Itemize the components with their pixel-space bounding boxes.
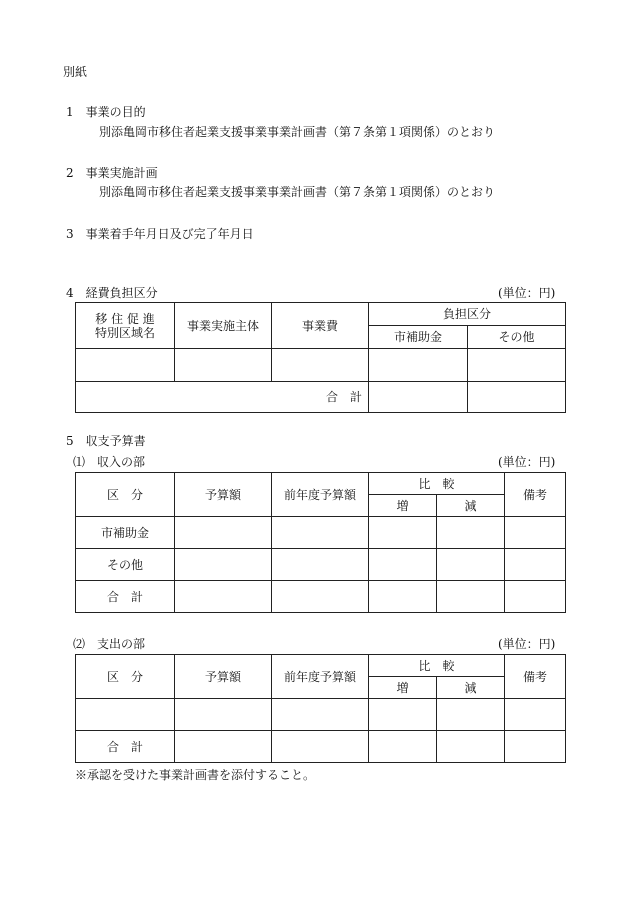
header-increase: 増 — [369, 677, 437, 699]
cell — [505, 699, 566, 731]
cell — [505, 549, 566, 581]
row-label: 合 計 — [76, 581, 175, 613]
header-compare: 比 較 — [369, 473, 505, 495]
table-row-total — [76, 581, 566, 613]
cell — [437, 517, 505, 549]
header-decrease: 減 — [437, 677, 505, 699]
section-2-title: 2 事業実施計画 — [66, 166, 158, 180]
table-row — [76, 549, 566, 581]
cell — [272, 731, 369, 763]
header-area-name — [76, 303, 175, 349]
section-2-body: 別添亀岡市移住者起業支援事業事業計画書（第７条第１項関係）のとおり — [99, 185, 496, 199]
total-label: 合 計 — [76, 382, 369, 413]
cell — [76, 349, 175, 382]
expense-table — [75, 654, 566, 763]
header-cost: 事業費 — [272, 303, 369, 349]
expense-title: ⑵ 支出の部 — [73, 637, 146, 651]
income-unit: (単位：円) — [498, 455, 556, 469]
cell — [505, 581, 566, 613]
cell — [505, 517, 566, 549]
header-kubun: 区 分 — [76, 655, 175, 699]
row-label: 市補助金 — [76, 517, 175, 549]
header-decrease: 減 — [437, 495, 505, 517]
cell — [175, 581, 272, 613]
cell — [175, 349, 272, 382]
table-row-total — [76, 731, 566, 763]
section-5-title: 5 収支予算書 — [66, 434, 146, 448]
cell — [272, 517, 369, 549]
cell — [437, 549, 505, 581]
cell — [272, 581, 369, 613]
row-label: その他 — [76, 549, 175, 581]
cell — [369, 581, 437, 613]
cost-burden-table — [75, 302, 566, 413]
cell — [272, 549, 369, 581]
table-row — [76, 699, 566, 731]
section-3-title: 3 事業着手年月日及び完了年月日 — [66, 227, 254, 241]
income-title: ⑴ 収入の部 — [73, 455, 146, 469]
cell — [468, 382, 566, 413]
header-increase: 増 — [369, 495, 437, 517]
header-subsidy: 市補助金 — [369, 326, 468, 349]
header-other: その他 — [468, 326, 566, 349]
header-note: 備考 — [505, 473, 566, 517]
cell — [175, 517, 272, 549]
header-kubun: 区 分 — [76, 473, 175, 517]
cell — [468, 349, 566, 382]
cell — [272, 699, 369, 731]
cell — [76, 699, 175, 731]
cell — [369, 517, 437, 549]
header-note: 備考 — [505, 655, 566, 699]
cell — [369, 549, 437, 581]
header-prev-budget: 前年度予算額 — [272, 655, 369, 699]
cell — [369, 349, 468, 382]
table-row — [76, 517, 566, 549]
header-area-line2: 特別区域名 — [94, 325, 155, 340]
header-area-line1: 移 住 促 進 — [95, 311, 155, 326]
cell — [505, 731, 566, 763]
cell — [175, 699, 272, 731]
cell — [437, 581, 505, 613]
cell — [369, 731, 437, 763]
header-actor: 事業実施主体 — [175, 303, 272, 349]
footnote: ※承認を受けた事業計画書を添付すること。 — [75, 768, 316, 782]
header-budget: 予算額 — [175, 473, 272, 517]
row-label: 合 計 — [76, 731, 175, 763]
header-prev-budget: 前年度予算額 — [272, 473, 369, 517]
cell — [437, 699, 505, 731]
header-burden: 負担区分 — [369, 303, 566, 326]
cell — [369, 699, 437, 731]
header-compare: 比 較 — [369, 655, 505, 677]
table-row-total — [76, 382, 566, 413]
income-table — [75, 472, 566, 613]
cell — [175, 549, 272, 581]
attachment-label: 別紙 — [63, 65, 88, 79]
table-row — [76, 349, 566, 382]
cell — [175, 731, 272, 763]
section-4-unit: (単位：円) — [498, 286, 556, 300]
section-1-body: 別添亀岡市移住者起業支援事業事業計画書（第７条第１項関係）のとおり — [99, 125, 496, 139]
cell — [437, 731, 505, 763]
section-4-title: 4 経費負担区分 — [66, 286, 158, 300]
cell — [272, 349, 369, 382]
expense-unit: (単位：円) — [498, 637, 556, 651]
section-1-title: 1 事業の目的 — [66, 105, 146, 119]
cell — [369, 382, 468, 413]
header-budget: 予算額 — [175, 655, 272, 699]
